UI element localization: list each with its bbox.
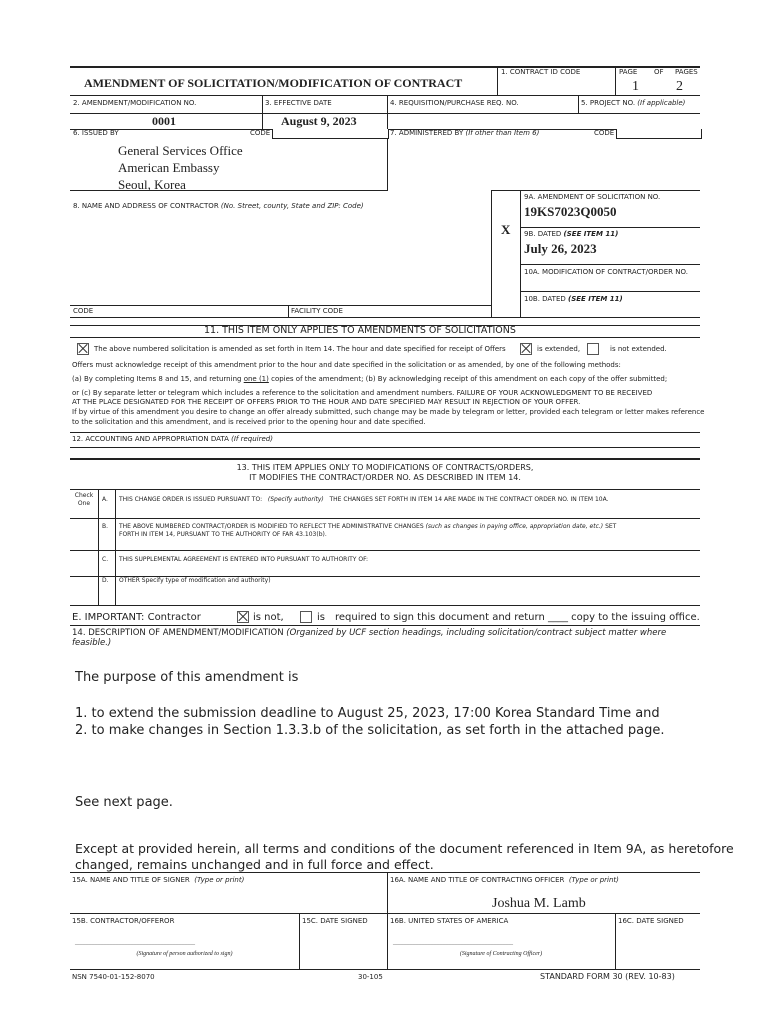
issued-by-address: General Services Office American Embassy Seoul, Korea (118, 143, 243, 192)
is-not-required-checkbox[interactable] (237, 611, 249, 623)
solicitation-amended-checkbox[interactable] (77, 343, 89, 355)
contractor-signature-note: (Signature of person authorized to sign) (136, 951, 233, 957)
is-required-checkbox[interactable] (300, 611, 312, 623)
item12-label: 12. ACCOUNTING AND APPROPRIATION DATA (If required) (72, 435, 273, 443)
solicitation-no: 19KS7023Q0050 (524, 204, 617, 219)
item15c-label: 15C. DATE SIGNED (302, 917, 368, 925)
requisition-label: 4. REQUISITION/PURCHASE REQ. NO. (390, 99, 519, 107)
form-title: AMENDMENT OF SOLICITATION/MODIFICATION OF CONTRACT (84, 76, 463, 90)
administered-code-label: CODE (594, 129, 615, 137)
item16b-label: 16B. UNITED STATES OF AMERICA (390, 917, 509, 925)
item14-see-next: See next page. (75, 795, 173, 810)
facility-code-label: FACILITY CODE (291, 307, 343, 315)
item11-line1: The above numbered solicitation is amended as set forth in Item 14. The hour and date specified for receipt of Offers (94, 345, 506, 353)
item14-label: 14. DESCRIPTION OF AMENDMENT/MODIFICATION (Organized by UCF section headings, including solicitation/contract subject matter where feasible.) (72, 628, 667, 648)
footer-code: 30-105 (358, 973, 383, 981)
item13-row-d-text: OTHER Specify type of modification and authority) (119, 577, 271, 584)
is-label: is (317, 612, 325, 623)
item11-line3: (a) By completing Items 8 and 15, and returning one (1) copies of the amendment; (b) By acknowledging receipt of this amendment on each copy of the offer submitted; (72, 375, 668, 383)
item9-check-mark: X (501, 222, 511, 237)
item14-except-line1: Except at provided herein, all terms and conditions of the document referenced in Item 9A, as heretofore (75, 841, 734, 856)
item14-point2: 2. to make changes in Section 1.3.3.b of the solicitation, as set forth in the attached page. (75, 723, 665, 738)
item13-row-d-letter: D. (102, 577, 109, 584)
item10a-label: 10A. MODIFICATION OF CONTRACT/ORDER NO. (524, 268, 688, 276)
item9b-label: 9B. DATED (SEE ITEM 11) (524, 230, 619, 238)
not-extended-checkbox[interactable] (587, 343, 599, 355)
issued-code-label: CODE (250, 129, 271, 137)
item13-row-a-text: THIS CHANGE ORDER IS ISSUED PURSUANT TO: (Specify authority) THE CHANGES SET FORTH IN ITEM 14 ARE MADE IN THE CONTRACT ORDER NO. IN ITEM 10A. (119, 496, 609, 503)
officer-signature-note: (Signature of Contracting Officer) (459, 951, 543, 957)
important-rest: required to sign this document and return ____ copy to the issuing office. (335, 612, 700, 623)
item13-heading: 13. THIS ITEM APPLIES ONLY TO MODIFICATIONS OF CONTRACTS/ORDERS, IT MODIFIES THE CONTRACT/ORDER NO. AS DESCRIBED IN ITEM 14. (236, 463, 534, 482)
item10b-label: 10B. DATED (SEE ITEM 11) (524, 295, 623, 303)
item16c-label: 16C. DATE SIGNED (618, 917, 684, 925)
is-extended-checkbox[interactable] (520, 343, 532, 355)
item11-line6: If by virtue of this amendment you desire to change an offer already submitted, such change may be made by telegram or letter, provided each telegram or letter makes reference (72, 408, 705, 416)
officer-signature-line[interactable]: ________________________________________ (393, 938, 513, 945)
contracting-officer-name: Joshua M. Lamb (492, 896, 586, 911)
item13-row-a-letter: A. (102, 496, 108, 503)
item15b-label: 15B. CONTRACTOR/OFFEROR (72, 917, 175, 925)
item11-heading: 11. THIS ITEM ONLY APPLIES TO AMENDMENTS OF SOLICITATIONS (204, 325, 516, 336)
contractor-label: 8. NAME AND ADDRESS OF CONTRACTOR (No. Street, county, State and ZIP: Code) (73, 202, 364, 210)
item14-point1: 1. to extend the submission deadline to August 25, 2023, 17:00 Korea Standard Time and (75, 706, 660, 721)
item11-line5: AT THE PLACE DESIGNATED FOR THE RECEIPT OF OFFERS PRIOR TO THE HOUR AND DATE SPECIFIED MAY RESULT IN REJECTION OF YOUR OFFER. (72, 398, 581, 406)
important-label: E. IMPORTANT: Contractor (72, 612, 201, 623)
administered-label: 7. ADMINISTERED BY (If other than Item 6) (390, 129, 540, 137)
project-label: 5. PROJECT NO. (If applicable) (581, 99, 686, 107)
page-total: 2 (676, 79, 683, 94)
effective-date-label: 3. EFFECTIVE DATE (265, 99, 332, 107)
amendment-no-label: 2. AMENDMENT/MODIFICATION NO. (73, 99, 197, 107)
check-one-label: Check One (74, 492, 94, 507)
item11-line7: to the solicitation and this amendment, and is received prior to the opening hour and date specified. (72, 418, 426, 426)
item13-row-c-text: THIS SUPPLEMENTAL AGREEMENT IS ENTERED INTO PURSUANT TO AUTHORITY OF: (119, 556, 369, 563)
issued-by-label: 6. ISSUED BY (73, 129, 119, 137)
contractor-signature-line[interactable]: ________________________________________ (75, 938, 195, 945)
footer-form-name: STANDARD FORM 30 (REV. 10-83) (540, 972, 675, 981)
solicitation-date: July 26, 2023 (524, 241, 597, 256)
of-label: OF (654, 68, 664, 76)
is-extended-label: is extended, (537, 345, 581, 353)
contract-id-label: 1. CONTRACT ID CODE (501, 68, 581, 76)
item13-row-c-letter: C. (102, 556, 109, 563)
item13-row-b-letter: B. (102, 523, 109, 530)
is-not-label: is not, (253, 612, 284, 623)
page-number: 1 (632, 79, 639, 94)
item11-line4: or (c) By separate letter or telegram which includes a reference to the solicitation and amendment numbers. FAILURE OF YOUR ACKNOWLEDGMENT TO BE RECEIVED (72, 389, 653, 397)
item15a-label: 15A. NAME AND TITLE OF SIGNER (Type or print) (72, 876, 245, 884)
footer-nsn: NSN 7540-01-152-8070 (72, 973, 155, 981)
item11-line2: Offers must acknowledge receipt of this amendment prior to the hour and date specified in the solicitation or as amended, by one of the following methods: (72, 361, 621, 369)
item14-except-line2: changed, remains unchanged and in full force and effect. (75, 857, 434, 872)
amendment-no: 0001 (152, 114, 176, 128)
contractor-code-label: CODE (73, 307, 94, 315)
page-label: PAGE (619, 68, 638, 76)
item16a-label: 16A. NAME AND TITLE OF CONTRACTING OFFICER (Type or print) (390, 876, 619, 884)
pages-label: PAGES (675, 68, 698, 76)
not-extended-label: is not extended. (610, 345, 667, 353)
effective-date: August 9, 2023 (281, 114, 357, 128)
item9a-label: 9A. AMENDMENT OF SOLICITATION NO. (524, 193, 661, 201)
item13-row-b-text: THE ABOVE NUMBERED CONTRACT/ORDER IS MODIFIED TO REFLECT THE ADMINISTRATIVE CHANGES (such as changes in paying office, appropriation date, etc.) SET FORTH IN ITEM 14, PURSUANT TO THE AUTHORITY OF FAR 43.103(b). (119, 523, 617, 538)
item14-purpose: The purpose of this amendment is (75, 670, 299, 685)
